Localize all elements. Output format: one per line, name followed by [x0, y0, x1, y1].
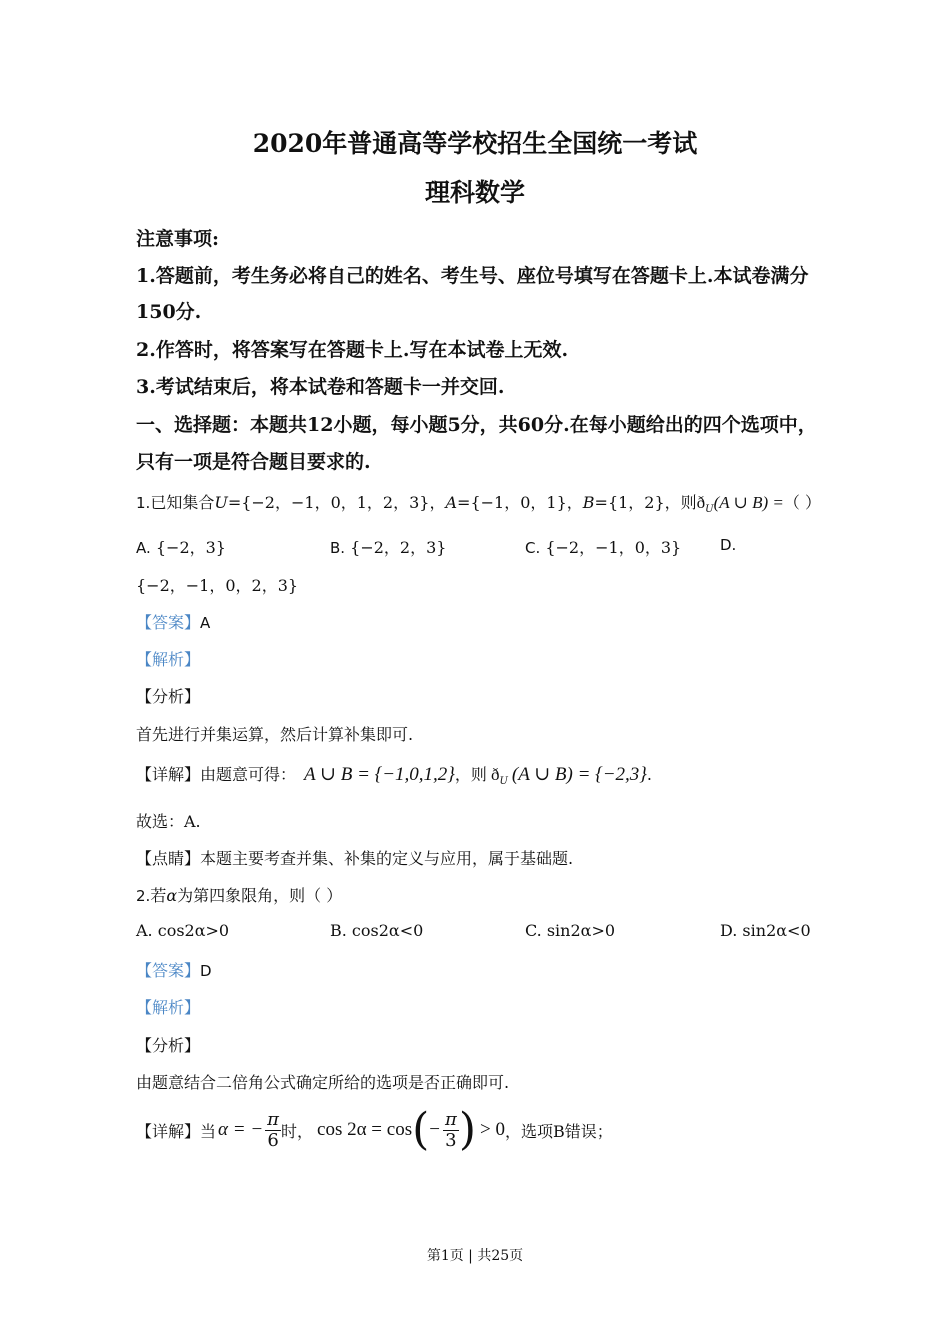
question-2-stem — [136, 883, 342, 906]
option-letter: B. — [330, 539, 346, 557]
notes-item-3: 3.考试结束后，将本试卷和答题卡一并交回. — [136, 376, 505, 398]
alpha-equation: α = − — [218, 1119, 264, 1140]
detail-line — [136, 762, 652, 787]
option-b: B. cos2α<0 — [330, 921, 424, 940]
notes-item-1-cont: 150分. — [136, 301, 202, 323]
set-b: B — [582, 493, 595, 512]
fraction-pi-3 — [443, 1110, 459, 1151]
fraction-numerator: π — [267, 1108, 279, 1130]
fenxi-text: 由题意结合二倍角公式确定所给的选项是否正确即可. — [136, 1073, 510, 1092]
fraction-pi-6 — [265, 1110, 281, 1151]
answer-tag: 【答案】 — [136, 613, 201, 632]
detail-tag: 【详解】 — [136, 1121, 201, 1141]
question-number: 1. — [136, 494, 151, 512]
answer-value: D — [200, 962, 212, 980]
set-a: A — [445, 493, 458, 512]
complement-symbol: ð — [696, 493, 706, 512]
detail-then: ，则 — [454, 765, 487, 784]
right-paren: ) — [458, 1104, 476, 1155]
fenxi-tag: 【分析】 — [136, 687, 201, 706]
comment-line — [136, 846, 573, 869]
option-d-text: {−2，−1，0，2，3} — [136, 576, 299, 595]
detail-math-complement: (A ∪ B) = {−2,3} — [511, 764, 647, 785]
fraction-denominator: 6 — [267, 1129, 279, 1151]
analysis-tag: 【解析】 — [136, 998, 201, 1017]
question-number: 2. — [136, 887, 151, 905]
comment-tag: 【点睛】 — [136, 849, 201, 868]
option-d — [720, 535, 736, 554]
fenxi-tag: 【分析】 — [136, 1036, 201, 1055]
cos-expression: cos 2α = cos — [317, 1119, 413, 1140]
page-footer: 第1页 | 共25页 — [426, 1248, 524, 1264]
notes-item-1: 1.答题前，考生务必将自己的姓名、考生号、座位号填写在答题卡上.本试卷满分 — [136, 265, 809, 287]
comment-text: 本题主要考查并集、补集的定义与应用，属于基础题. — [200, 849, 574, 868]
fenxi-text: 首先进行并集运算，然后计算补集即可. — [136, 725, 414, 744]
notes-item-2: 2.作答时，将答案写在答题卡上.写在本试卷上无效. — [136, 339, 569, 361]
option-letter: C. — [525, 539, 541, 557]
stem-expression: (A ∪ B) = — [713, 493, 784, 512]
answer-value: A — [200, 614, 211, 632]
option-text: {−2，−1，0，3} — [545, 538, 682, 557]
answer-tag: 【答案】 — [136, 961, 201, 980]
analysis-tag: 【解析】 — [136, 650, 201, 669]
option-b — [330, 535, 446, 558]
stem-text: 已知集合 — [150, 493, 215, 512]
detail-text: 由题意可得： — [200, 765, 297, 784]
option-a: A. cos2α>0 — [136, 921, 230, 940]
left-paren: ( — [412, 1104, 430, 1155]
section-heading-cont: 只有一项是符合题目要求的. — [136, 451, 371, 473]
option-c: C. sin2α>0 — [525, 921, 616, 940]
fraction-numerator: π — [444, 1108, 457, 1130]
page-title: 2020年普通高等学校招生全国统一考试 — [252, 129, 698, 158]
notes-heading: 注意事项: — [136, 228, 220, 250]
set-u: U — [214, 493, 228, 512]
option-text: {−2，2，3} — [350, 538, 447, 557]
complement-symbol: ð — [490, 765, 500, 784]
choose-line: 故选：A. — [136, 812, 201, 831]
detail-tail: ，选项B错误； — [504, 1121, 613, 1141]
question-1-stem — [136, 490, 821, 515]
stem-text: ={1，2}，则 — [594, 493, 697, 512]
answer-line — [136, 958, 212, 981]
stem-text: ={−1，0，1}， — [457, 493, 583, 512]
stem-text: 若 — [150, 886, 167, 905]
detail-math-union: A ∪ B = {−1,0,1,2} — [304, 764, 455, 785]
detail-line — [136, 1104, 613, 1155]
option-letter: D. — [720, 536, 737, 554]
complement-subscript: U — [499, 776, 508, 788]
stem-text: ={−2，−1，0，1，2，3}， — [227, 493, 446, 512]
page-subtitle: 理科数学 — [424, 178, 525, 207]
option-text: {−2，3} — [155, 538, 226, 557]
option-letter: A. — [136, 539, 151, 557]
section-heading: 一、选择题：本题共12小题，每小题5分，共60分.在每小题给出的四个选项中， — [136, 414, 817, 436]
option-d: D. sin2α<0 — [720, 921, 811, 940]
fraction-denominator: 3 — [445, 1129, 457, 1151]
option-c — [525, 535, 681, 558]
answer-line — [136, 610, 210, 633]
complement-subscript: U — [705, 504, 714, 516]
minus-sign: − — [429, 1119, 440, 1140]
stem-text: 为第四象限角，则（ ） — [177, 886, 343, 905]
detail-end: . — [646, 765, 653, 784]
detail-shi: 时， — [281, 1121, 314, 1141]
greater-than-zero: > 0 — [480, 1119, 505, 1140]
option-a — [136, 535, 226, 558]
detail-tag: 【详解】 — [136, 765, 201, 784]
detail-when: 当 — [200, 1121, 217, 1141]
alpha-symbol: α — [166, 886, 178, 905]
stem-paren: （ ） — [783, 493, 821, 512]
